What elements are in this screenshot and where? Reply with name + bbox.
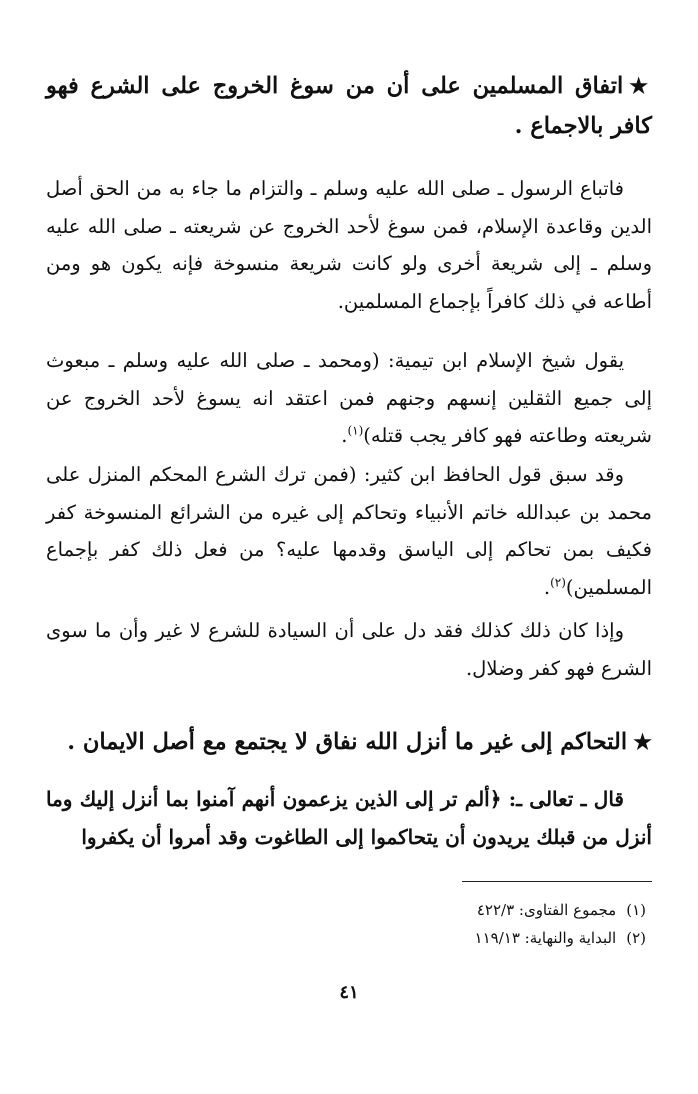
- paragraph-text: قال ـ تعالى ـ: ﴿ألم تر إلى الذين يزعمون أنهم آمنوا بما أنزل إليك وما أنزل من قبلك يريدون أن يتحاكموا إلى الطاغوت وقد أمروا أن يكفروا: [46, 787, 652, 849]
- star-icon: ★: [633, 729, 652, 754]
- paragraph-text: وقد سبق قول الحافظ ابن كثير: (فمن ترك الشرع المحكم المنزل على محمد بن عبدالله خاتم الأنبياء وتحاكم إلى غيره من الشرائع المنسوخة كفر فكيف بمن تحاكم إلى الياسق وقدمها عليه؟ من فعل ذلك كفر بإجماع المسلمين): [46, 463, 652, 599]
- paragraph-text: وإذا كان ذلك كذلك فقد دل على أن السيادة للشرع لا غير وأن ما سوى الشرع فهو كفر وضلال.: [46, 619, 652, 680]
- footnotes: [475, 896, 646, 952]
- paragraph-following-messenger: [46, 170, 652, 320]
- paragraph-ibn-taymiyyah-quote: [46, 342, 652, 455]
- paragraph-end: .: [341, 424, 348, 447]
- footnote-ref-1: (١): [347, 423, 364, 438]
- footnote-ref-2: (٢): [550, 575, 566, 589]
- heading-text: التحاكم إلى غير ما أنزل الله نفاق لا يجتمع مع أصل الايمان .: [67, 729, 628, 755]
- paragraph-ibn-kathir-quote: [46, 456, 652, 606]
- paragraph-text: يقول شيخ الإسلام ابن تيمية: (ومحمد ـ صلى الله عليه وسلم ـ مبعوث إلى جميع الثقلين إنسهم وجنهم فمن اعتقد انه يسوغ لأحد الخروج عن شريعته وطاعته فهو كافر يجب قتله): [46, 349, 652, 447]
- paragraph-quran-verse: [46, 780, 652, 856]
- paragraph-text: فاتباع الرسول ـ صلى الله عليه وسلم ـ والتزام ما جاء به من الحق أصل الدين وقاعدة الإسلام، فمن سوغ لأحد الخروج عن شريعته ـ صلى الله عليه وسلم ـ إلى شريعة أخرى ولو كانت شريعة منسوخة فإنه يكون هو ومن أطاعه في ذلك كافراً بإجماع المسلمين.: [46, 177, 652, 313]
- footnote-item: [475, 896, 646, 924]
- heading-text: اتفاق المسلمين على أن من سوغ الخروج على الشرع فهو كافر بالاجماع .: [46, 73, 652, 139]
- star-icon: ★: [629, 73, 652, 98]
- section-heading-consensus: [46, 66, 652, 146]
- footnote-number: (١): [626, 901, 646, 919]
- paragraph-end: .: [543, 575, 551, 599]
- paragraph-sovereignty-conclusion: [46, 612, 652, 687]
- footnote-number: (٢): [626, 929, 646, 947]
- section-heading-hypocrisy: [46, 722, 652, 762]
- page-number: ٤١: [339, 982, 359, 1003]
- footnote-text: البداية والنهاية: ١١٩/١٣: [474, 929, 617, 947]
- footnote-divider: [462, 881, 652, 882]
- footnote-text: مجموع الفتاوى: ٤٢٢/٣: [476, 901, 617, 919]
- footnote-item: [475, 924, 646, 952]
